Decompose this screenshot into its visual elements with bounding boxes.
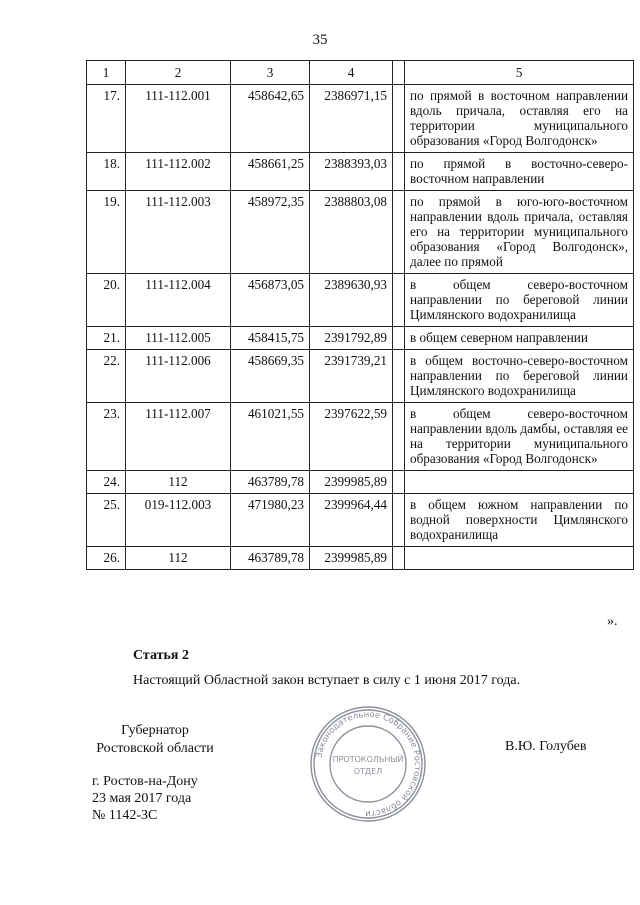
column-gap [393, 403, 405, 471]
column-gap [393, 61, 405, 85]
coord-x: 458642,65 [231, 85, 310, 153]
row-number: 18. [87, 153, 126, 191]
row-number: 21. [87, 327, 126, 350]
official-seal [308, 704, 428, 824]
column-gap [393, 191, 405, 274]
table-row [87, 494, 634, 547]
coord-x: 458415,75 [231, 327, 310, 350]
row-number: 25. [87, 494, 126, 547]
point-code: 111-112.003 [126, 191, 231, 274]
table-row [87, 153, 634, 191]
header-col-5: 5 [405, 61, 634, 85]
table-header-row [87, 61, 634, 85]
point-code: 111-112.001 [126, 85, 231, 153]
column-gap [393, 350, 405, 403]
boundary-description [405, 471, 634, 494]
column-gap [393, 494, 405, 547]
table-row [87, 191, 634, 274]
column-gap [393, 85, 405, 153]
coord-y: 2388393,03 [310, 153, 393, 191]
table-row [87, 274, 634, 327]
boundary-description: по прямой в восточном направлении вдоль причала, оставляя его на территории муниципального образования «Город Волгодонск» [405, 85, 634, 153]
seal-outer-ring [311, 707, 425, 821]
column-gap [393, 471, 405, 494]
row-number: 22. [87, 350, 126, 403]
header-col-2: 2 [126, 61, 231, 85]
seal-inner-ring [330, 726, 406, 802]
row-number: 17. [87, 85, 126, 153]
header-col-1: 1 [87, 61, 126, 85]
article-title: Статья 2 [133, 648, 189, 663]
coord-y: 2389630,93 [310, 274, 393, 327]
boundary-table [86, 60, 634, 570]
point-code: 111-112.007 [126, 403, 231, 471]
coord-x: 461021,55 [231, 403, 310, 471]
coord-y: 2388803,08 [310, 191, 393, 274]
column-gap [393, 327, 405, 350]
signer-name: В.Ю. Голубев [505, 739, 587, 754]
header-col-4: 4 [310, 61, 393, 85]
boundary-description: в общем северо-восточном направлении вдоль дамбы, оставляя ее на территории муниципального образования «Город Волгодонск» [405, 403, 634, 471]
point-code: 111-112.005 [126, 327, 231, 350]
boundary-description: по прямой в восточно-северо-восточном направлении [405, 153, 634, 191]
point-code: 111-112.006 [126, 350, 231, 403]
row-number: 24. [87, 471, 126, 494]
seal-inner-line-1: ПРОТОКОЛЬНЫЙ [332, 755, 404, 764]
coord-y: 2399964,44 [310, 494, 393, 547]
point-code: 111-112.002 [126, 153, 231, 191]
coord-x: 471980,23 [231, 494, 310, 547]
coord-y: 2399985,89 [310, 547, 393, 570]
coord-x: 463789,78 [231, 471, 310, 494]
boundary-description: в общем южном направлении по водной поверхности Цимлянского водохранилища [405, 494, 634, 547]
page-number: 35 [312, 32, 328, 48]
boundary-description: в общем восточно-северо-восточном направлении по береговой линии Цимлянского водохранилища [405, 350, 634, 403]
seal-outer-text: Законодательное Собрание Ростовской области [314, 709, 423, 819]
boundary-description: в общем северо-восточном направлении по береговой линии Цимлянского водохранилища [405, 274, 634, 327]
point-code: 019-112.003 [126, 494, 231, 547]
point-code: 112 [126, 547, 231, 570]
coord-y: 2397622,59 [310, 403, 393, 471]
coord-x: 458661,25 [231, 153, 310, 191]
table-row [87, 471, 634, 494]
coord-x: 463789,78 [231, 547, 310, 570]
column-gap [393, 153, 405, 191]
seal-inner-line-2: ОТДЕЛ [353, 767, 383, 776]
closing-quote-mark: ». [607, 614, 618, 629]
place-city: г. Ростов-на-Дону [92, 774, 198, 789]
boundary-description: в общем северном направлении [405, 327, 634, 350]
table-row [87, 327, 634, 350]
table-row [87, 85, 634, 153]
row-number: 19. [87, 191, 126, 274]
table-row [87, 350, 634, 403]
column-gap [393, 274, 405, 327]
article-text: Настоящий Областной закон вступает в силу с 1 июня 2017 года. [133, 673, 521, 688]
row-number: 26. [87, 547, 126, 570]
boundary-description [405, 547, 634, 570]
point-code: 112 [126, 471, 231, 494]
coord-y: 2386971,15 [310, 85, 393, 153]
signer-title-line-2: Ростовской области [96, 741, 214, 756]
coord-x: 458669,35 [231, 350, 310, 403]
row-number: 23. [87, 403, 126, 471]
law-number: № 1142-ЗС [92, 808, 158, 823]
header-col-3: 3 [231, 61, 310, 85]
coord-y: 2391792,89 [310, 327, 393, 350]
law-date: 23 мая 2017 года [92, 791, 192, 806]
coord-y: 2399985,89 [310, 471, 393, 494]
coord-y: 2391739,21 [310, 350, 393, 403]
coord-x: 458972,35 [231, 191, 310, 274]
coord-x: 456873,05 [231, 274, 310, 327]
row-number: 20. [87, 274, 126, 327]
point-code: 111-112.004 [126, 274, 231, 327]
column-gap [393, 547, 405, 570]
table-row [87, 547, 634, 570]
table-row [87, 403, 634, 471]
boundary-description: по прямой в юго-юго-восточном направлении вдоль причала, оставляя его на территории муниципального образования «Город Волгодонск», далее по прямой [405, 191, 634, 274]
signer-title-line-1: Губернатор [121, 723, 189, 738]
